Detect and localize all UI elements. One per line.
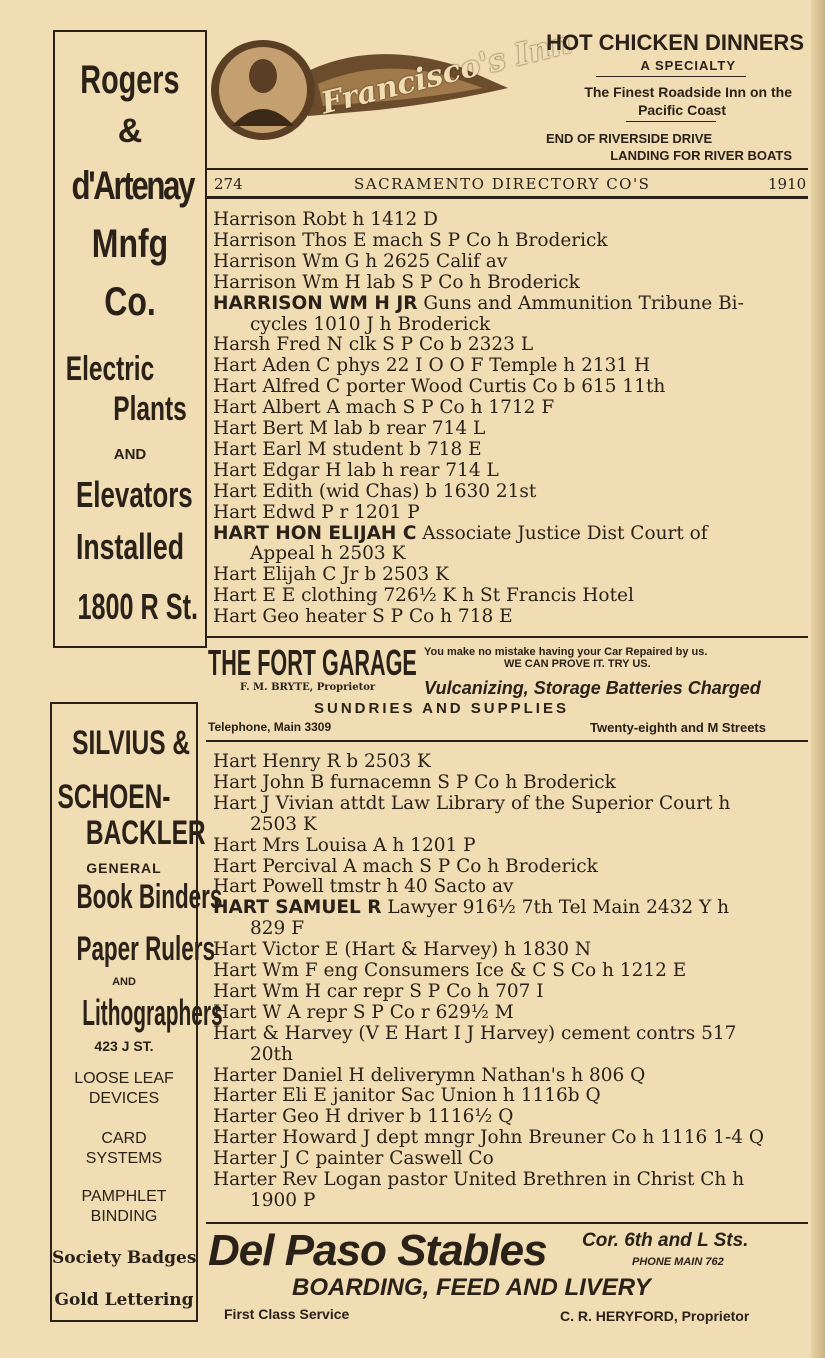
entry-text: Hart Albert A mach S P Co h 1712 F — [213, 397, 555, 419]
directory-entry — [213, 585, 634, 606]
divider-rule — [626, 121, 716, 122]
ad-line: AND — [112, 976, 136, 988]
silvius-schoenbackler-ad — [50, 702, 223, 1322]
pacific-coast-text: Pacific Coast — [638, 102, 726, 118]
entry-continuation: 1900 P — [250, 1189, 316, 1211]
entry-text: Guns and Ammunition Tribune Bi- — [417, 292, 744, 314]
mistake-text: You make no mistake having your Car Repaired by us. — [424, 646, 708, 658]
directory-entry — [213, 1148, 494, 1169]
entry-text: Harter Eli E janitor Sac Union h 1116b Q — [213, 1085, 601, 1107]
sundries-text: SUNDRIES AND SUPPLIES — [314, 700, 569, 717]
proprietor-text: F. M. BRYTE, Proprietor — [240, 682, 376, 693]
ad-line: SILVIUS & — [72, 724, 191, 762]
ad-line: BACKLER — [85, 814, 206, 852]
ad-line: Paper Rulers — [76, 930, 215, 968]
directory-entry — [213, 1002, 514, 1023]
directory-entry — [213, 293, 744, 314]
entry-continuation: 2503 K — [250, 813, 317, 835]
directory-entry — [213, 355, 650, 376]
ad-line: CARD — [101, 1130, 147, 1147]
entry-text: Hart Edith (wid Chas) b 1630 21st — [213, 480, 537, 502]
phone-text: PHONE MAIN 762 — [632, 1256, 724, 1268]
boarding-text: BOARDING, FEED AND LIVERY — [292, 1274, 651, 1301]
ad-line: Co. — [104, 280, 156, 324]
directory-entry — [213, 272, 580, 293]
directory-entry — [213, 606, 513, 627]
directory-entry — [213, 1106, 513, 1127]
directory-entry — [213, 1023, 736, 1044]
rogers-dartenay-ad — [53, 30, 207, 648]
ad-line: SYSTEMS — [85, 1150, 163, 1167]
entry-text: Hart & Harvey (V E Hart I J Harvey) cement contrs 517 — [213, 1022, 737, 1044]
entry-text: Hart Earl M student b 718 E — [213, 438, 482, 460]
ad-line: Society Badges — [52, 1248, 197, 1268]
entry-text: Harrison Thos E mach S P Co h Broderick — [213, 229, 608, 251]
header-rule — [206, 168, 808, 170]
entry-text: Hart Geo heater S P Co h 718 E — [213, 606, 513, 628]
entry-text: Associate Justice Dist Court of — [416, 522, 708, 544]
entry-text: Lawyer 916½ 7th Tel Main 2432 Y h — [381, 897, 730, 919]
entry-text: Hart J Vivian attdt Law Library of the Superior Court h — [213, 792, 731, 814]
directory-entry — [213, 460, 499, 481]
entry-text: Hart Alfred C porter Wood Curtis Co b 615 11th — [213, 376, 666, 398]
directory-entry — [213, 960, 686, 981]
page-edge — [811, 0, 825, 1358]
directory-entry — [213, 209, 438, 230]
hot-chicken-headline: HOT CHICKEN DINNERS — [546, 30, 804, 55]
prove-text: WE CAN PROVE IT. TRY US. — [504, 658, 651, 670]
entry-continuation: 20th — [250, 1043, 293, 1065]
fort-garage-name: THE FORT GARAGE — [208, 642, 417, 683]
heryford-text: C. R. HERYFORD, Proprietor — [560, 1308, 750, 1324]
ad-rule — [206, 740, 808, 742]
directory-entry — [213, 564, 449, 585]
ad-line: Plants — [113, 390, 187, 428]
river-boats-text: LANDING FOR RIVER BOATS — [610, 148, 792, 163]
directory-entry — [213, 772, 616, 793]
entry-text: Harrison Wm H lab S P Co h Broderick — [213, 271, 580, 293]
ad-line: 1800 R St. — [77, 586, 198, 627]
entry-continuation: cycles 1010 J h Broderick — [250, 313, 491, 335]
ad-rule — [206, 636, 808, 638]
directory-entry — [213, 1085, 601, 1106]
entry-continuation: Appeal h 2503 K — [250, 543, 406, 565]
directory-title: SACRAMENTO DIRECTORY CO'S — [354, 175, 651, 193]
vulcanizing-text: Vulcanizing, Storage Batteries Charged — [424, 678, 761, 698]
inn-name-script: Francisco's Inn — [317, 25, 576, 122]
entry-text: Hart Aden C phys 22 I O O F Temple h 2131 H — [213, 355, 651, 377]
del-paso-ad — [206, 1226, 806, 1330]
service-text: First Class Service — [224, 1306, 350, 1322]
ad-line: Installed — [75, 526, 185, 567]
entry-bold-name: HART SAMUEL R — [213, 897, 382, 919]
entry-text: Hart Edwd P r 1201 P — [213, 501, 420, 523]
entry-text: Hart Percival A mach S P Co h Broderick — [213, 855, 598, 877]
del-paso-name: Del Paso Stables — [208, 1226, 547, 1275]
specialty-text: A SPECIALTY — [640, 58, 736, 73]
ad-line: BINDING — [90, 1208, 158, 1225]
directory-year: 1910 — [768, 175, 807, 193]
ad-line: Lithographers — [82, 992, 223, 1033]
directory-entry — [213, 230, 608, 251]
entry-text: Hart Edgar H lab h rear 714 L — [213, 459, 499, 481]
page-number: 274 — [214, 175, 243, 193]
entry-text: Hart Wm H car repr S P Co h 707 I — [213, 980, 544, 1002]
finest-inn-text: The Finest Roadside Inn on the — [584, 84, 792, 100]
directory-entry — [213, 835, 476, 856]
entry-text: Hart Victor E (Hart & Harvey) h 1830 N — [213, 939, 592, 961]
entry-text: Hart Bert M lab b rear 714 L — [213, 418, 486, 439]
entry-text: Harrison Robt h 1412 D — [213, 209, 439, 230]
ad-line: Mnfg — [91, 222, 169, 266]
directory-entry — [213, 981, 544, 1002]
ad-line: Elevators — [76, 474, 193, 515]
directory-entry — [213, 897, 729, 918]
ad-line: d'Artenay — [71, 164, 194, 208]
directory-entry — [213, 1127, 764, 1148]
entry-text: Hart Elijah C Jr b 2503 K — [213, 564, 449, 586]
entry-text: Harter Daniel H deliverymn Nathan's h 806 Q — [213, 1064, 646, 1086]
entry-text: Harter Howard J dept mngr John Breuner Co h 1116 1-4 Q — [213, 1127, 765, 1149]
ad-line: PAMPHLET — [81, 1188, 167, 1205]
ad-line: Rogers — [80, 58, 180, 102]
divider-rule — [596, 76, 746, 77]
ad-line: DEVICES — [88, 1090, 160, 1107]
entry-text: Harter J C painter Caswell Co — [213, 1148, 494, 1170]
ad-line: AND — [113, 446, 147, 463]
directory-entry — [213, 1169, 744, 1190]
directory-entry — [213, 439, 482, 460]
entry-text: Hart Wm F eng Consumers Ice & C S Co h 1212 E — [213, 960, 687, 981]
directory-entry — [213, 418, 485, 439]
ad-line: SCHOEN- — [57, 778, 171, 816]
ad-line: Electric — [65, 350, 155, 388]
entry-text: Hart W A repr S P Co r 629½ M — [213, 1001, 514, 1023]
entry-text: Hart Powell tmstr h 40 Sacto av — [213, 876, 514, 898]
ad-line: Book Binders — [76, 878, 223, 916]
directory-entry — [213, 876, 514, 897]
directory-entry — [213, 939, 591, 960]
entry-text: Harrison Wm G h 2625 Calif av — [213, 250, 508, 272]
directory-entry — [213, 376, 665, 397]
ad-line: GENERAL — [86, 860, 162, 876]
directory-entry — [213, 793, 730, 814]
entry-bold-name: HART HON ELIJAH C — [213, 522, 417, 544]
ad-line: LOOSE LEAF — [74, 1070, 174, 1087]
telephone-text: Telephone, Main 3309 — [208, 720, 332, 734]
directory-entry — [213, 1065, 645, 1086]
entry-text: Hart Henry R b 2503 K — [213, 751, 431, 772]
corner-text: Cor. 6th and L Sts. — [582, 1230, 749, 1251]
entry-text: Hart Mrs Louisa A h 1201 P — [213, 834, 476, 856]
entry-bold-name: HARRISON WM H JR — [213, 292, 418, 314]
directory-entry — [213, 251, 507, 272]
entry-text: Harter Geo H driver b 1116½ Q — [213, 1106, 514, 1128]
directory-entry — [213, 481, 536, 502]
ad-line: 423 J ST. — [94, 1038, 154, 1054]
ad-line: & — [117, 112, 143, 150]
directory-entry — [213, 502, 420, 523]
riverside-drive-text: END OF RIVERSIDE DRIVE — [546, 131, 713, 146]
entry-text: Hart E E clothing 726½ K h St Francis Hotel — [213, 585, 634, 607]
ad-rule — [206, 1222, 808, 1224]
ad-line: Gold Lettering — [54, 1290, 194, 1310]
directory-entry — [213, 397, 554, 418]
entry-text: Harter Rev Logan pastor United Brethren in Christ Ch h — [213, 1169, 745, 1190]
directory-entry — [213, 334, 533, 355]
entry-continuation: 829 F — [250, 918, 305, 940]
directory-entry — [213, 751, 431, 772]
directory-entry — [213, 856, 598, 877]
francisco-inn-ad — [206, 22, 806, 172]
header-rule — [206, 196, 808, 199]
entry-text: Hart John B furnacemn S P Co h Broderick — [213, 771, 616, 793]
fort-garage-ad — [206, 640, 806, 740]
entry-text: Harsh Fred N clk S P Co b 2323 L — [213, 334, 534, 356]
streets-text: Twenty-eighth and M Streets — [590, 720, 766, 735]
directory-entry — [213, 523, 708, 544]
